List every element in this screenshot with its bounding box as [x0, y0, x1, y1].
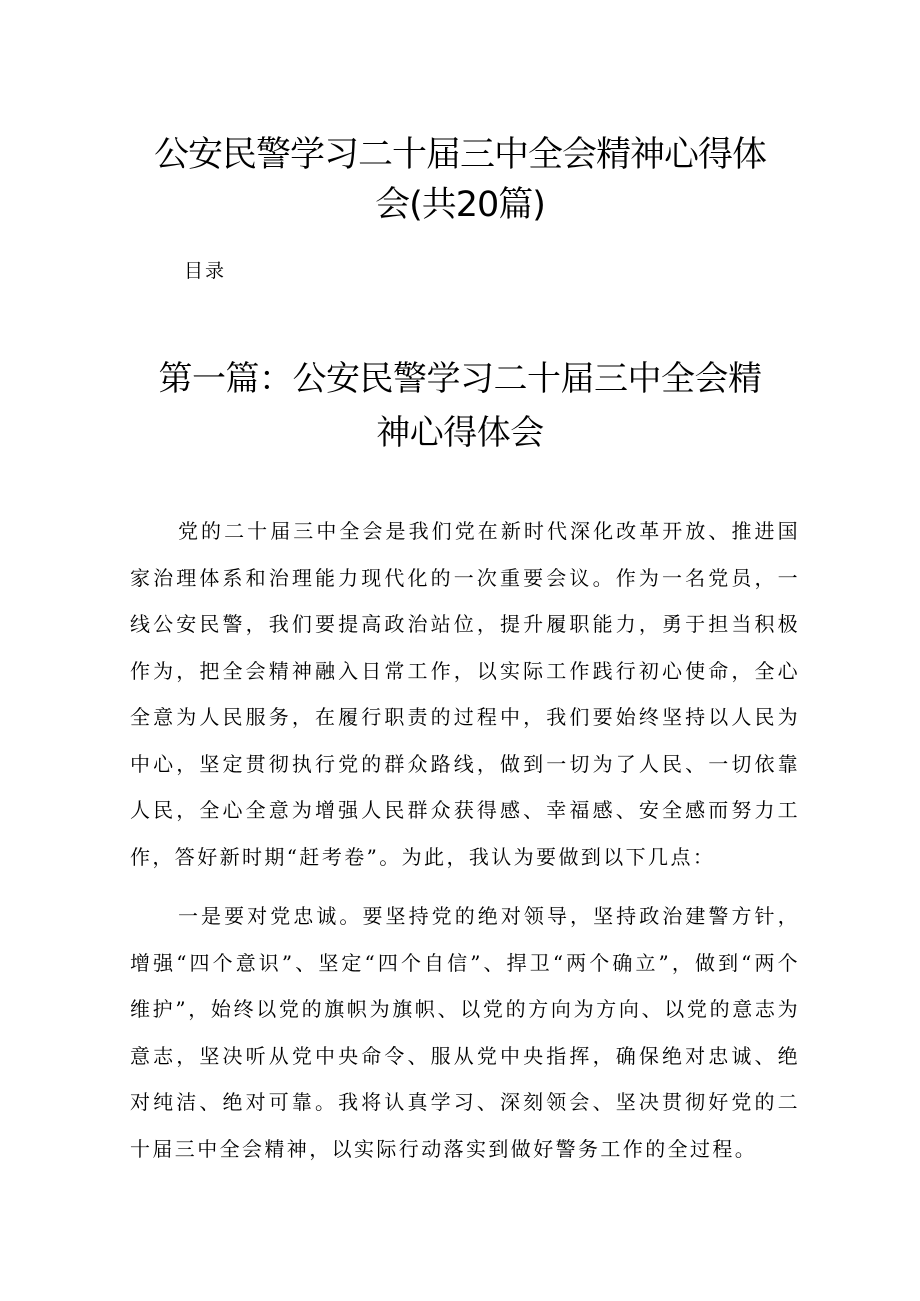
body-paragraph: 党的二十届三中全会是我们党在新时代深化改革开放、推进国家治理体系和治理能力现代化的一次重要会议。作为一名党员，一线公安民警，我们要提高政治站位，提升履职能力，勇于担当积极作为，把全会精神融入日常工作，以实际工作践行初心使命，全心全意为人民服务，在履行职责的过程中，我们要始终坚持以人民为中心，坚定贯彻执行党的群众路线，做到一切为了人民、一切依靠人民，全心全意为增强人民群众获得感、幸福感、安全感而努力工作，答好新时期“赶考卷”。为此，我认为要做到以下几点： [130, 519, 800, 869]
section-title: 第一篇：公安民警学习二十届三中全会精神心得体会 [158, 359, 762, 453]
document-title: 公安民警学习二十届三中全会精神心得体会(共20篇) [153, 135, 766, 225]
table-of-contents-label: 目录 [184, 260, 227, 282]
body-paragraph: 一是要对党忠诚。要坚持党的绝对领导，坚持政治建警方针，增强“四个意识”、坚定“四个自信”、捍卫“两个确立”，做到“两个维护”，始终以党的旗帜为旗帜、以党的方向为方向、以党的意志为意志，坚决听从党中央命令、服从党中央指挥，确保绝对忠诚、绝对纯洁、绝对可靠。我将认真学习、深刻领会、坚决贯彻好党的二十届三中全会精神，以实际行动落实到做好警务工作的全过程。 [130, 904, 800, 1161]
